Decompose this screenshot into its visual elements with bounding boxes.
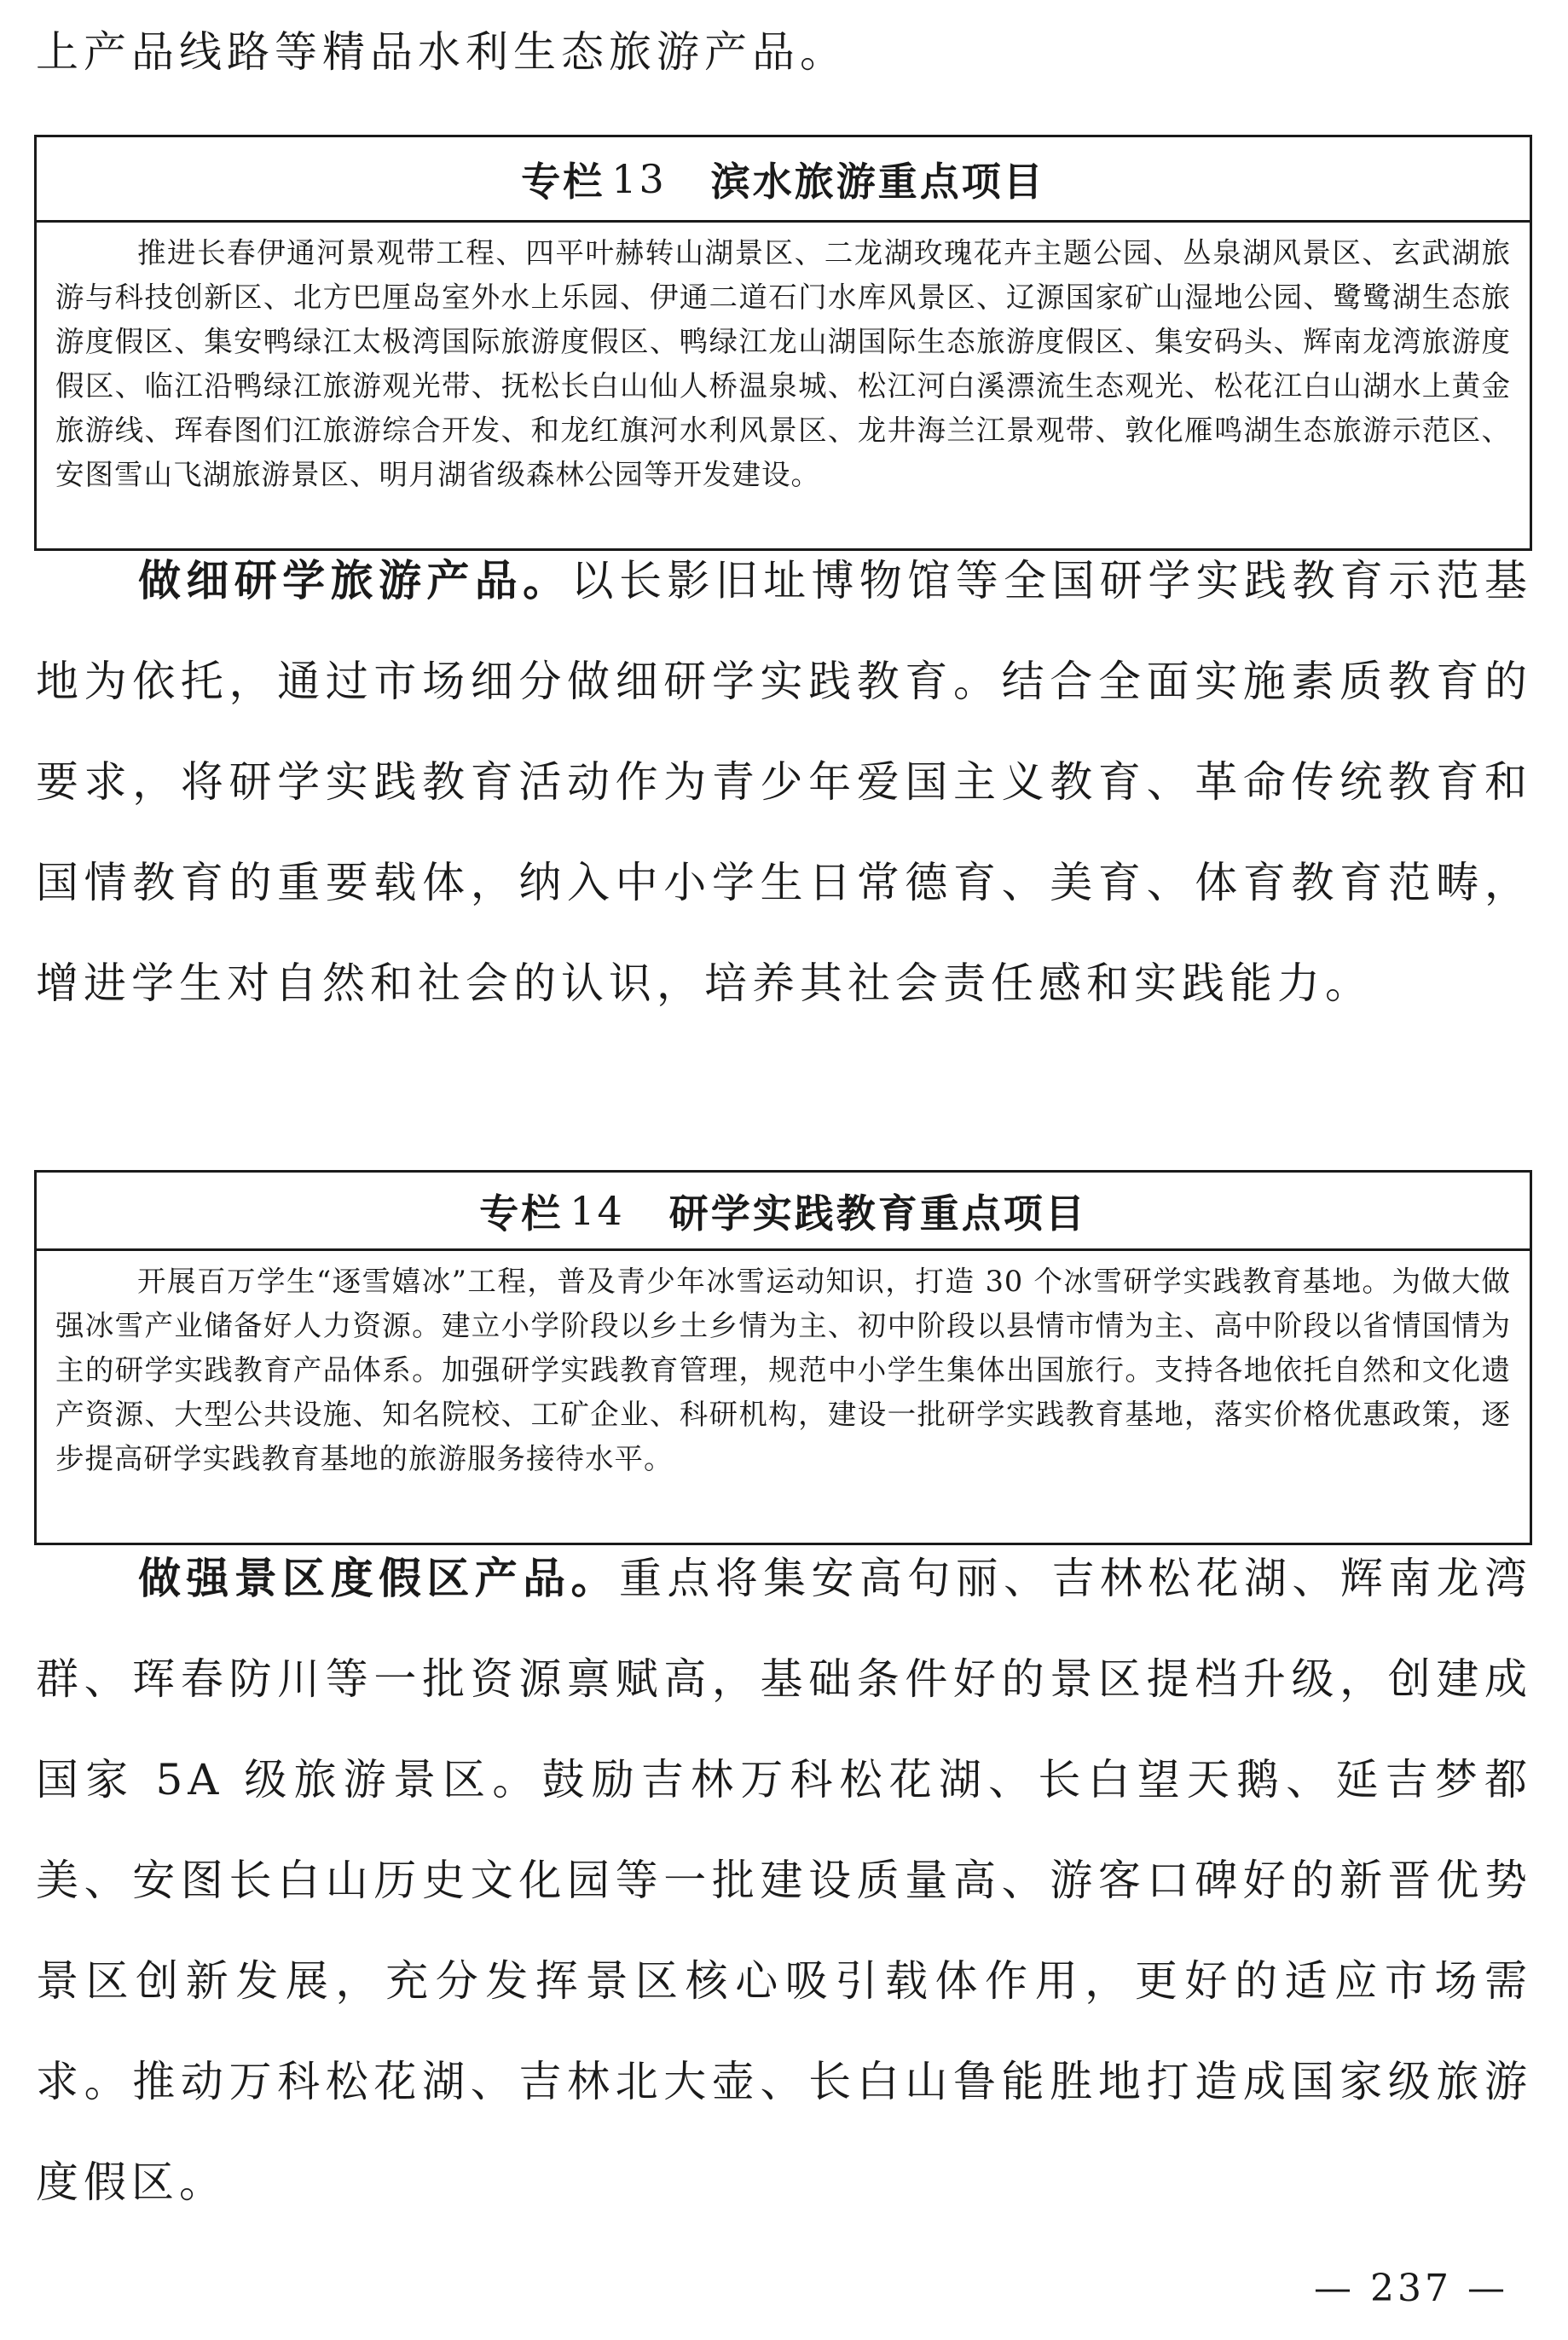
column-box-13	[34, 135, 1532, 551]
paragraph-scenic-areas	[36, 1528, 1532, 2233]
paragraph-research-travel	[36, 530, 1532, 1034]
column-box-14-content: 开展百万学生“逐雪嬉冰”工程，普及青少年冰雪运动知识，打造 30 个冰雪研学实践教育基地。为做大做强冰雪产业储备好人力资源。建立小学阶段以乡土乡情为主、初中阶段以县情市情为主、高中阶段以省情国情为主的研学实践教育产品体系。加强研学实践教育管理，规范中小学生集体出国旅行。支持各地依托自然和文化遗产资源、大型公共设施、知名院校、工矿企业、科研机构，建设一批研学实践教育基地，落实价格优惠政策，逐步提高研学实践教育基地的旅游服务接待水平。	[55, 1265, 1511, 1475]
column-label: 专栏	[521, 158, 605, 205]
column-number: 13	[611, 155, 667, 202]
column-number: 14	[570, 1187, 625, 1234]
column-box-14-title	[37, 1173, 1530, 1251]
column-title: 滨水旅游重点项目	[710, 158, 1045, 205]
column-box-13-title	[37, 137, 1530, 223]
paragraph-text: 以长影旧址博物馆等全国研学实践教育示范基地为依托，通过市场细分做细研学实践教育。结合全面实施素质教育的要求，将研学实践教育活动作为青少年爱国主义教育、革命传统教育和国情教育的重要载体，纳入中小学生日常德育、美育、体育教育范畴，增进学生对自然和社会的认识，培养其社会责任感和实践能力。	[36, 556, 1533, 1008]
intro-line-text: 上产品线路等精品水利生态旅游产品。	[36, 27, 848, 77]
paragraph-lead: 做强景区度假区产品。	[138, 1554, 619, 1603]
column-box-14	[34, 1170, 1532, 1545]
column-box-13-content: 推进长春伊通河景观带工程、四平叶赫转山湖景区、二龙湖玫瑰花卉主题公园、丛泉湖风景区、玄武湖旅游与科技创新区、北方巴厘岛室外水上乐园、伊通二道石门水库风景区、辽源国家矿山湿地公园、鹭鹭湖生态旅游度假区、集安鸭绿江太极湾国际旅游度假区、鸭绿江龙山湖国际生态旅游度假区、集安码头、辉南龙湾旅游度假区、临江沿鸭绿江旅游观光带、抚松长白山仙人桥温泉城、松江河白溪漂流生态观光、松花江白山湖水上黄金旅游线、珲春图们江旅游综合开发、和龙红旗河水利风景区、龙井海兰江景观带、敦化雁鸣湖生态旅游示范区、安图雪山飞湖旅游景区、明月湖省级森林公园等开发建设。	[55, 236, 1511, 491]
paragraph-lead: 做细研学旅游产品。	[138, 556, 571, 605]
column-title: 研学实践教育重点项目	[668, 1190, 1087, 1237]
paragraph-text: 重点将集安高句丽、吉林松花湖、辉南龙湾群、珲春防川等一批资源禀赋高，基础条件好的景区提档升级，创建成国家 5A 级旅游景区。鼓励吉林万科松花湖、长白望天鹅、延吉梦都美、安图长白山历史文化园等一批建设质量高、游客口碑好的新晋优势景区创新发展，充分发挥景区核心吸引载体作用，更好的适应市场需求。推动万科松花湖、吉林北大壶、长白山鲁能胜地打造成国家级旅游度假区。	[36, 1554, 1533, 2207]
column-label: 专栏	[479, 1190, 564, 1237]
intro-line	[36, 2, 1532, 102]
page-number: — 237 —	[1314, 2267, 1508, 2310]
